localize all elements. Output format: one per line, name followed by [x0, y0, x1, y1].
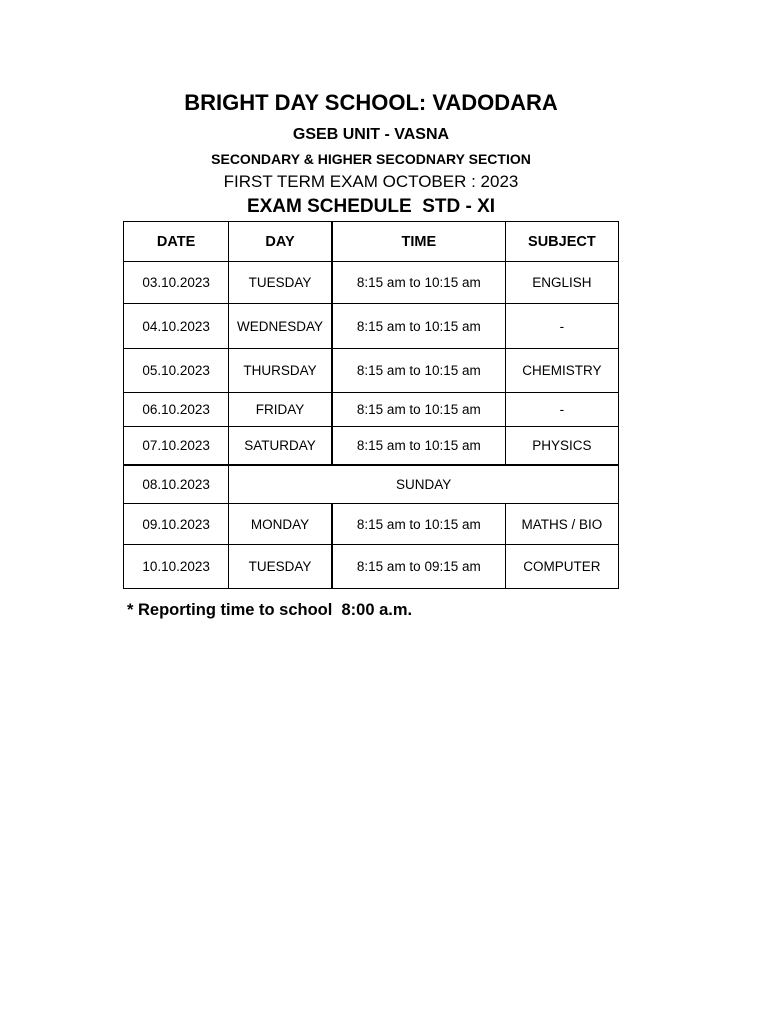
cell-time: 8:15 am to 09:15 am [332, 545, 505, 589]
cell-day: TUESDAY [229, 262, 332, 304]
cell-date: 05.10.2023 [124, 349, 229, 393]
cell-subject: CHEMISTRY [505, 349, 618, 393]
header-subject: SUBJECT [505, 222, 618, 262]
cell-subject: - [505, 393, 618, 427]
cell-day: TUESDAY [229, 545, 332, 589]
cell-subject: - [505, 304, 618, 349]
table-row [124, 349, 619, 393]
cell-day: MONDAY [229, 504, 332, 545]
holiday-cell: SUNDAY [229, 465, 619, 504]
cell-date: 06.10.2023 [124, 393, 229, 427]
table-row [124, 304, 619, 349]
table-row-holiday [124, 465, 619, 504]
cell-subject: ENGLISH [505, 262, 618, 304]
cell-time: 8:15 am to 10:15 am [332, 304, 505, 349]
cell-date: 07.10.2023 [124, 427, 229, 465]
cell-subject: MATHS / BIO [505, 504, 618, 545]
exam-schedule-table [123, 221, 619, 589]
header-time: TIME [332, 222, 505, 262]
header-day: DAY [229, 222, 332, 262]
schedule-title: EXAM SCHEDULE STD - XI [246, 196, 496, 217]
cell-day: THURSDAY [229, 349, 332, 393]
cell-subject: COMPUTER [505, 545, 618, 589]
cell-date: 09.10.2023 [124, 504, 229, 545]
school-name: BRIGHT DAY SCHOOL: VADODARA [184, 90, 558, 115]
cell-time: 8:15 am to 10:15 am [332, 504, 505, 545]
cell-time: 8:15 am to 10:15 am [332, 349, 505, 393]
cell-time: 8:15 am to 10:15 am [332, 427, 505, 465]
cell-time: 8:15 am to 10:15 am [332, 262, 505, 304]
cell-day: FRIDAY [229, 393, 332, 427]
term-name: FIRST TERM EXAM OCTOBER : 2023 [223, 172, 519, 191]
table-row [124, 393, 619, 427]
cell-date: 04.10.2023 [124, 304, 229, 349]
unit-name: GSEB UNIT - VASNA [292, 126, 450, 143]
table-row [124, 504, 619, 545]
cell-time: 8:15 am to 10:15 am [332, 393, 505, 427]
table-header-row [124, 222, 619, 262]
cell-date: 03.10.2023 [124, 262, 229, 304]
reporting-time-note: * Reporting time to school 8:00 a.m. [127, 601, 413, 619]
table-row [124, 427, 619, 465]
header-date: DATE [124, 222, 229, 262]
cell-subject: PHYSICS [505, 427, 618, 465]
cell-day: SATURDAY [229, 427, 332, 465]
table-row [124, 262, 619, 304]
cell-date: 10.10.2023 [124, 545, 229, 589]
cell-date: 08.10.2023 [124, 465, 229, 504]
table-row [124, 545, 619, 589]
cell-day: WEDNESDAY [229, 304, 332, 349]
section-name: SECONDARY & HIGHER SECODNARY SECTION [211, 151, 531, 167]
